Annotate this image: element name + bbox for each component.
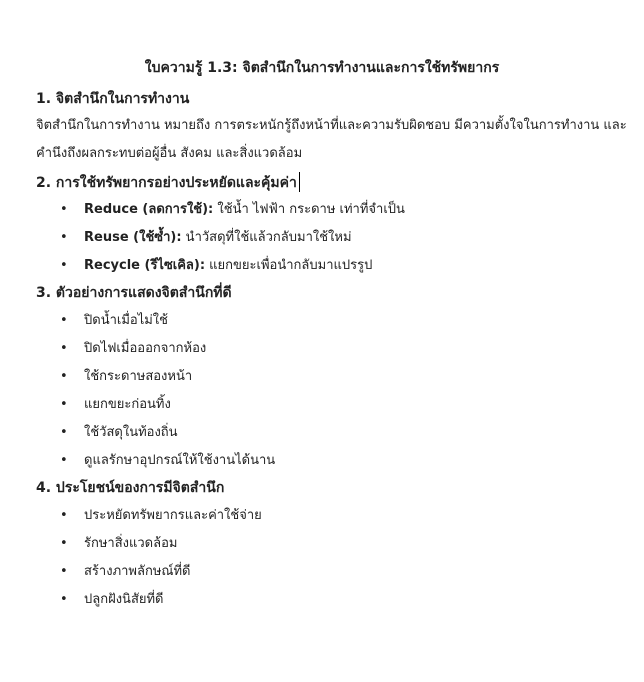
section-heading-4: 4. ประโยชน์ของการมีจิตสำนึก [36, 480, 225, 496]
list-item-text: ประหยัดทรัพยากรและค่าใช้จ่าย [84, 508, 262, 523]
section-heading-1: 1. จิตสำนึกในการทำงาน [36, 91, 190, 107]
list-item [36, 562, 636, 582]
section-heading-2-text: 2. การใช้ทรัพยากรอย่างประหยัดและคุ้มค่า [36, 175, 297, 191]
list-item-text [84, 228, 352, 248]
bullet-icon: • [60, 397, 68, 412]
bullet-icon: • [60, 508, 68, 523]
document-title: ใบความรู้ 1.3: จิตสำนึกในการทำงานและการใช้ทรัพยากร [144, 60, 500, 76]
list-item [36, 311, 636, 331]
section-1-paragraph-line: คำนึงถึงผลกระทบต่อผู้อื่น สังคม และสิ่งแวดล้อม [36, 146, 303, 161]
list-item-text: ใช้วัสดุในท้องถิ่น [84, 425, 178, 440]
section-heading-2 [36, 172, 300, 193]
list-item [36, 395, 636, 415]
section-1-paragraph-line: จิตสำนึกในการทำงาน หมายถึง การตระหนักรู้ถึงหน้าที่และความรับผิดชอบ มีความตั้งใจในการทำงาน และ [36, 118, 627, 133]
bullet-icon: • [60, 564, 68, 579]
list-item-text: สร้างภาพลักษณ์ที่ดี [84, 564, 191, 579]
bullet-icon: • [60, 425, 68, 440]
list-item-text [84, 256, 372, 276]
bullet-icon: • [60, 536, 68, 551]
list-item [36, 200, 636, 220]
list-item-text: แยกขยะก่อนทิ้ง [84, 397, 171, 412]
list-item-text: ปลูกฝังนิสัยที่ดี [84, 592, 164, 607]
list-item [36, 256, 636, 276]
list-item-text: ดูแลรักษาอุปกรณ์ให้ใช้งานได้นาน [84, 453, 276, 468]
bullet-icon: • [60, 258, 68, 273]
list-item-description: นำวัสดุที่ใช้แล้วกลับมาใช้ใหม่ [181, 230, 352, 245]
list-item-text: ปิดน้ำเมื่อไม่ใช้ [84, 313, 168, 328]
bullet-icon: • [60, 202, 68, 217]
list-item-term: Reduce (ลดการใช้): [84, 202, 214, 217]
list-item-text: รักษาสิ่งแวดล้อม [84, 536, 178, 551]
list-item-text [84, 200, 405, 220]
bullet-icon: • [60, 313, 68, 328]
list-item [36, 451, 636, 471]
list-item-text: ปิดไฟเมื่อออกจากห้อง [84, 341, 207, 356]
list-item [36, 339, 636, 359]
list-item-term: Recycle (รีไซเคิล): [84, 258, 206, 273]
list-item-text: ใช้กระดาษสองหน้า [84, 369, 193, 384]
list-item [36, 367, 636, 387]
list-item-description: แยกขยะเพื่อนำกลับมาแปรรูป [205, 258, 373, 273]
bullet-icon: • [60, 230, 68, 245]
list-item [36, 423, 636, 443]
list-item [36, 534, 636, 554]
section-heading-3: 3. ตัวอย่างการแสดงจิตสำนึกที่ดี [36, 285, 232, 301]
bullet-icon: • [60, 592, 68, 607]
list-item-term: Reuse (ใช้ซ้ำ): [84, 230, 182, 245]
list-item [36, 590, 636, 610]
list-item [36, 228, 636, 248]
bullet-icon: • [60, 369, 68, 384]
bullet-icon: • [60, 341, 68, 356]
text-cursor [299, 172, 300, 192]
bullet-icon: • [60, 453, 68, 468]
list-item [36, 506, 636, 526]
list-item-description: ใช้น้ำ ไฟฟ้า กระดาษ เท่าที่จำเป็น [213, 202, 405, 217]
